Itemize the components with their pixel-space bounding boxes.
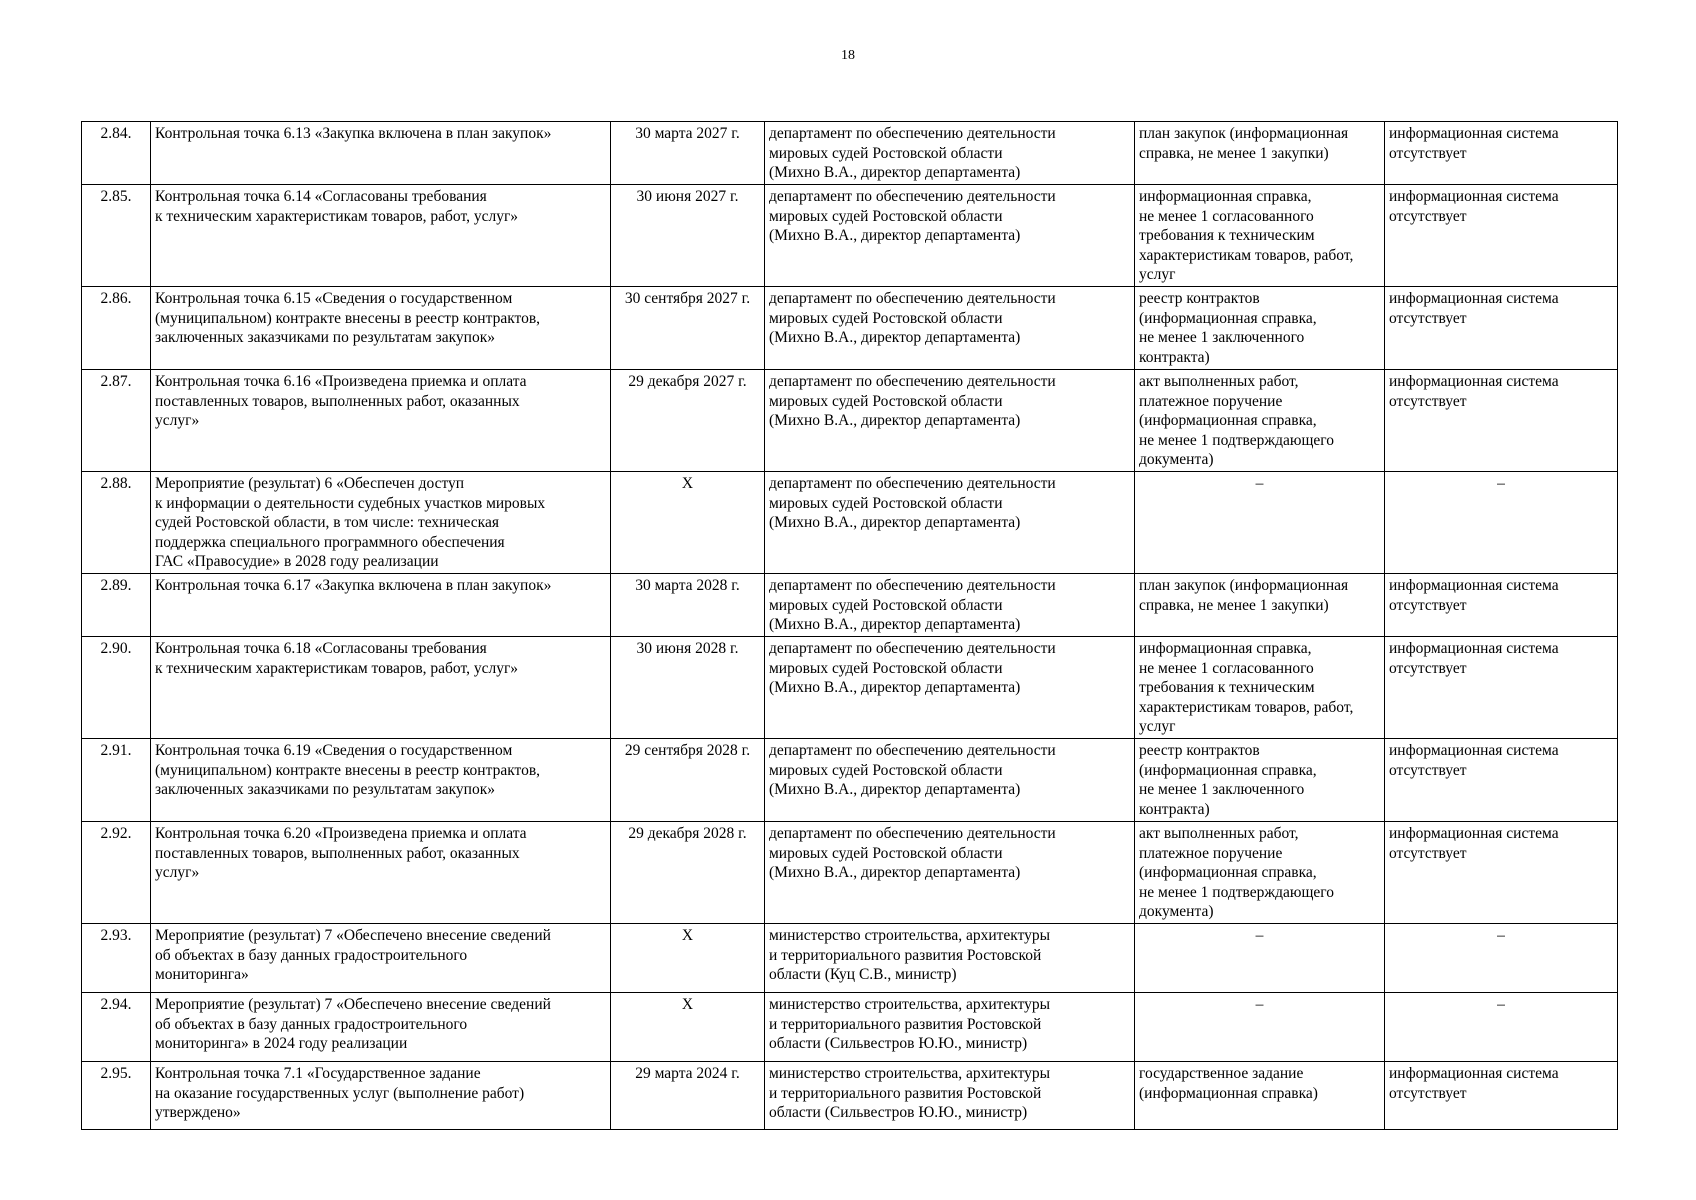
row-document-line: требования к техническим [1139, 227, 1315, 245]
row-info-system-line: отсутствует [1389, 144, 1467, 162]
row-document-line: (информационная справка, [1139, 864, 1317, 882]
row-document-line: реестр контрактов [1139, 290, 1260, 307]
row-number: 2.84. [82, 122, 151, 185]
row-info-system-line: отсутствует [1389, 1084, 1467, 1102]
row-responsible-line: (Михно В.А., директор департамента) [769, 412, 1021, 430]
row-title-line: Мероприятие (результат) 6 «Обеспечен доступ [155, 475, 465, 492]
row-title [151, 472, 611, 574]
row-responsible-line: мировых судей Ростовской области [769, 144, 1003, 162]
table-row [82, 993, 1618, 1062]
row-number: 2.95. [82, 1062, 151, 1130]
row-document [1135, 637, 1385, 739]
row-responsible-line: (Михно В.А., директор департамента) [769, 781, 1021, 799]
row-info-system-line: информационная система [1389, 825, 1559, 842]
row-info-system [1385, 1062, 1618, 1130]
row-deadline: Х [611, 993, 765, 1062]
row-title [151, 287, 611, 370]
row-title-line: Контрольная точка 6.16 «Произведена приемка и оплата [155, 373, 527, 390]
row-document-line: – [1255, 996, 1264, 1013]
row-info-system [1385, 370, 1618, 472]
row-info-system-line: – [1497, 927, 1505, 944]
row-document-line: документа) [1139, 451, 1214, 469]
row-responsible [765, 739, 1135, 822]
row-document-line: реестр контрактов [1139, 742, 1260, 759]
row-responsible-line: министерство строительства, архитектуры [769, 1065, 1051, 1082]
row-number: 2.86. [82, 287, 151, 370]
row-document [1135, 122, 1385, 185]
row-title-line: мониторинга» в 2024 году реализации [155, 1035, 408, 1053]
row-document-line: не менее 1 заключенного [1139, 781, 1305, 799]
row-document-line: план закупок (информационная [1139, 125, 1349, 142]
row-responsible-line: департамент по обеспечению деятельности [769, 577, 1056, 594]
row-title [151, 122, 611, 185]
row-responsible-line: (Михно В.А., директор департамента) [769, 616, 1021, 634]
row-document [1135, 739, 1385, 822]
row-responsible-line: мировых судей Ростовской области [769, 844, 1003, 862]
row-info-system-line: информационная система [1389, 290, 1559, 307]
row-title-line: к техническим характеристикам товаров, работ, услуг» [155, 207, 519, 225]
row-info-system-line: отсутствует [1389, 309, 1467, 327]
row-title-line: Мероприятие (результат) 7 «Обеспечено внесение сведений [155, 996, 551, 1013]
table-row [82, 370, 1618, 472]
row-responsible-line: (Михно В.А., директор департамента) [769, 514, 1021, 532]
row-responsible-line: департамент по обеспечению деятельности [769, 640, 1056, 657]
row-document-line: платежное поручение [1139, 844, 1283, 862]
row-info-system [1385, 822, 1618, 924]
row-responsible [765, 637, 1135, 739]
row-document [1135, 287, 1385, 370]
row-title [151, 993, 611, 1062]
row-title [151, 185, 611, 287]
row-document-line: информационная справка, [1139, 188, 1312, 205]
row-responsible-line: мировых судей Ростовской области [769, 494, 1003, 512]
row-number: 2.89. [82, 574, 151, 637]
row-responsible-line: мировых судей Ростовской области [769, 659, 1003, 677]
row-title-line: утверждено» [155, 1104, 241, 1122]
row-document-line: (информационная справка, [1139, 412, 1317, 430]
row-responsible [765, 287, 1135, 370]
row-responsible-line: области (Сильвестров Ю.Ю., министр) [769, 1035, 1028, 1053]
row-responsible [765, 370, 1135, 472]
row-document [1135, 185, 1385, 287]
row-title-line: Контрольная точка 6.17 «Закупка включена в план закупок» [155, 577, 552, 594]
row-title-line: Контрольная точка 6.20 «Произведена приемка и оплата [155, 825, 527, 842]
row-title-line: (муниципальном) контракте внесены в реестр контрактов, [155, 309, 541, 327]
row-number: 2.93. [82, 924, 151, 993]
row-info-system-line: отсутствует [1389, 844, 1467, 862]
row-title-line: к техническим характеристикам товаров, работ, услуг» [155, 659, 519, 677]
table-row [82, 185, 1618, 287]
row-number: 2.87. [82, 370, 151, 472]
row-document-line: – [1255, 927, 1264, 944]
row-document [1135, 1062, 1385, 1130]
row-info-system [1385, 574, 1618, 637]
row-responsible-line: департамент по обеспечению деятельности [769, 475, 1056, 492]
row-responsible-line: департамент по обеспечению деятельности [769, 188, 1056, 205]
row-title-line: об объектах в базу данных градостроительного [155, 946, 468, 964]
row-info-system [1385, 287, 1618, 370]
row-info-system [1385, 924, 1618, 993]
row-title-line: Контрольная точка 6.13 «Закупка включена в план закупок» [155, 125, 552, 142]
row-document-line: акт выполненных работ, [1139, 825, 1299, 842]
row-responsible-line: (Михно В.А., директор департамента) [769, 329, 1021, 347]
row-deadline: 30 июня 2028 г. [611, 637, 765, 739]
row-responsible-line: области (Куц С.В., министр) [769, 966, 957, 984]
row-document [1135, 993, 1385, 1062]
row-info-system [1385, 472, 1618, 574]
row-document-line: (информационная справка, [1139, 761, 1317, 779]
row-deadline: 29 декабря 2028 г. [611, 822, 765, 924]
row-document-line: – [1255, 475, 1264, 492]
row-title-line: услуг» [155, 412, 200, 430]
row-deadline: Х [611, 924, 765, 993]
row-document-line: услуг [1139, 266, 1176, 284]
row-info-system [1385, 739, 1618, 822]
row-title-line: Контрольная точка 6.19 «Сведения о государственном [155, 742, 513, 759]
row-info-system-line: – [1497, 475, 1505, 492]
row-info-system-line: информационная система [1389, 640, 1559, 657]
row-responsible-line: департамент по обеспечению деятельности [769, 825, 1056, 842]
row-document-line: не менее 1 согласованного [1139, 659, 1314, 677]
row-document-line: контракта) [1139, 348, 1210, 366]
row-responsible-line: мировых судей Ростовской области [769, 207, 1003, 225]
page-number: 18 [841, 48, 855, 63]
table-row [82, 637, 1618, 739]
row-deadline: Х [611, 472, 765, 574]
row-deadline: 29 сентября 2028 г. [611, 739, 765, 822]
row-document-line: (информационная справка) [1139, 1084, 1318, 1102]
row-document-line: не менее 1 заключенного [1139, 329, 1305, 347]
row-responsible-line: департамент по обеспечению деятельности [769, 290, 1056, 307]
row-title-line: судей Ростовской области, в том числе: техническая [155, 514, 499, 532]
row-document-line: справка, не менее 1 закупки) [1139, 144, 1329, 162]
row-number: 2.94. [82, 993, 151, 1062]
row-title-line: Мероприятие (результат) 7 «Обеспечено внесение сведений [155, 927, 551, 944]
row-document-line: характеристикам товаров, работ, [1139, 698, 1354, 716]
row-number: 2.92. [82, 822, 151, 924]
row-responsible-line: департамент по обеспечению деятельности [769, 373, 1056, 390]
row-info-system-line: информационная система [1389, 1065, 1559, 1082]
row-info-system [1385, 185, 1618, 287]
row-title-line: заключенных заказчиками по результатам закупок» [155, 329, 495, 347]
row-info-system-line: информационная система [1389, 188, 1559, 205]
table-row [82, 472, 1618, 574]
row-document [1135, 924, 1385, 993]
row-deadline: 30 марта 2028 г. [611, 574, 765, 637]
row-number: 2.90. [82, 637, 151, 739]
row-info-system-line: – [1497, 996, 1505, 1013]
row-title-line: на оказание государственных услуг (выполнение работ) [155, 1084, 525, 1102]
row-title-line: Контрольная точка 6.14 «Согласованы требования [155, 188, 487, 205]
row-info-system [1385, 122, 1618, 185]
row-deadline: 29 декабря 2027 г. [611, 370, 765, 472]
row-title [151, 574, 611, 637]
row-responsible-line: департамент по обеспечению деятельности [769, 742, 1056, 759]
row-responsible [765, 574, 1135, 637]
row-responsible [765, 924, 1135, 993]
row-responsible [765, 122, 1135, 185]
row-title-line: заключенных заказчиками по результатам закупок» [155, 781, 495, 799]
row-document-line: услуг [1139, 718, 1176, 736]
row-info-system-line: информационная система [1389, 577, 1559, 594]
row-title [151, 1062, 611, 1130]
row-document-line: контракта) [1139, 800, 1210, 818]
row-responsible-line: мировых судей Ростовской области [769, 596, 1003, 614]
row-responsible-line: области (Сильвестров Ю.Ю., министр) [769, 1104, 1028, 1122]
row-info-system-line: информационная система [1389, 125, 1559, 142]
row-info-system-line: отсутствует [1389, 596, 1467, 614]
row-document [1135, 472, 1385, 574]
row-document-line: справка, не менее 1 закупки) [1139, 596, 1329, 614]
table-row [82, 122, 1618, 185]
row-info-system-line: отсутствует [1389, 761, 1467, 779]
row-document-line: не менее 1 согласованного [1139, 207, 1314, 225]
row-responsible-line: департамент по обеспечению деятельности [769, 125, 1056, 142]
row-document-line: требования к техническим [1139, 679, 1315, 697]
row-title [151, 822, 611, 924]
row-title [151, 370, 611, 472]
row-title-line: Контрольная точка 7.1 «Государственное задание [155, 1065, 481, 1082]
row-title-line: Контрольная точка 6.15 «Сведения о государственном [155, 290, 513, 307]
table-row [82, 822, 1618, 924]
row-document-line: государственное задание [1139, 1065, 1304, 1082]
row-document-line: (информационная справка, [1139, 309, 1317, 327]
row-document-line: характеристикам товаров, работ, [1139, 246, 1354, 264]
row-responsible-line: мировых судей Ростовской области [769, 309, 1003, 327]
row-document [1135, 370, 1385, 472]
row-title-line: (муниципальном) контракте внесены в реестр контрактов, [155, 761, 541, 779]
row-deadline: 30 марта 2027 г. [611, 122, 765, 185]
table-row [82, 1062, 1618, 1130]
row-responsible [765, 993, 1135, 1062]
row-title-line: мониторинга» [155, 966, 249, 984]
row-number: 2.91. [82, 739, 151, 822]
row-document-line: план закупок (информационная [1139, 577, 1349, 594]
row-info-system-line: отсутствует [1389, 207, 1467, 225]
table-row [82, 574, 1618, 637]
row-document-line: информационная справка, [1139, 640, 1312, 657]
row-document-line: не менее 1 подтверждающего [1139, 431, 1334, 449]
row-title [151, 924, 611, 993]
table-row [82, 739, 1618, 822]
row-title [151, 637, 611, 739]
row-responsible-line: и территориального развития Ростовской [769, 946, 1042, 964]
row-document [1135, 574, 1385, 637]
row-info-system-line: информационная система [1389, 742, 1559, 759]
table-row [82, 924, 1618, 993]
row-title-line: поддержка специального программного обеспечения [155, 533, 505, 551]
row-info-system [1385, 637, 1618, 739]
row-responsible-line: и территориального развития Ростовской [769, 1084, 1042, 1102]
row-responsible-line: (Михно В.А., директор департамента) [769, 679, 1021, 697]
row-number: 2.85. [82, 185, 151, 287]
row-responsible-line: (Михно В.А., директор департамента) [769, 164, 1021, 182]
row-title-line: ГАС «Правосудие» в 2028 году реализации [155, 553, 439, 571]
row-info-system-line: информационная система [1389, 373, 1559, 390]
row-responsible [765, 185, 1135, 287]
row-responsible [765, 822, 1135, 924]
row-document-line: платежное поручение [1139, 392, 1283, 410]
row-title-line: услуг» [155, 864, 200, 882]
row-responsible-line: (Михно В.А., директор департамента) [769, 864, 1021, 882]
row-title-line: поставленных товаров, выполненных работ, оказанных [155, 844, 520, 862]
row-deadline: 29 марта 2024 г. [611, 1062, 765, 1130]
row-responsible-line: мировых судей Ростовской области [769, 761, 1003, 779]
row-info-system [1385, 993, 1618, 1062]
row-title-line: об объектах в базу данных градостроительного [155, 1015, 468, 1033]
row-responsible-line: и территориального развития Ростовской [769, 1015, 1042, 1033]
control-points-table [81, 121, 1618, 1130]
row-title-line: Контрольная точка 6.18 «Согласованы требования [155, 640, 487, 657]
row-responsible-line: министерство строительства, архитектуры [769, 927, 1051, 944]
row-responsible-line: мировых судей Ростовской области [769, 392, 1003, 410]
row-document [1135, 822, 1385, 924]
row-responsible-line: министерство строительства, архитектуры [769, 996, 1051, 1013]
table-row [82, 287, 1618, 370]
row-document-line: акт выполненных работ, [1139, 373, 1299, 390]
row-responsible [765, 1062, 1135, 1130]
row-title-line: поставленных товаров, выполненных работ, оказанных [155, 392, 520, 410]
row-responsible [765, 472, 1135, 574]
row-info-system-line: отсутствует [1389, 392, 1467, 410]
row-document-line: не менее 1 подтверждающего [1139, 883, 1334, 901]
row-title [151, 739, 611, 822]
row-info-system-line: отсутствует [1389, 659, 1467, 677]
row-title-line: к информации о деятельности судебных участков мировых [155, 494, 546, 512]
row-deadline: 30 июня 2027 г. [611, 185, 765, 287]
row-deadline: 30 сентября 2027 г. [611, 287, 765, 370]
row-document-line: документа) [1139, 903, 1214, 921]
row-number: 2.88. [82, 472, 151, 574]
row-responsible-line: (Михно В.А., директор департамента) [769, 227, 1021, 245]
